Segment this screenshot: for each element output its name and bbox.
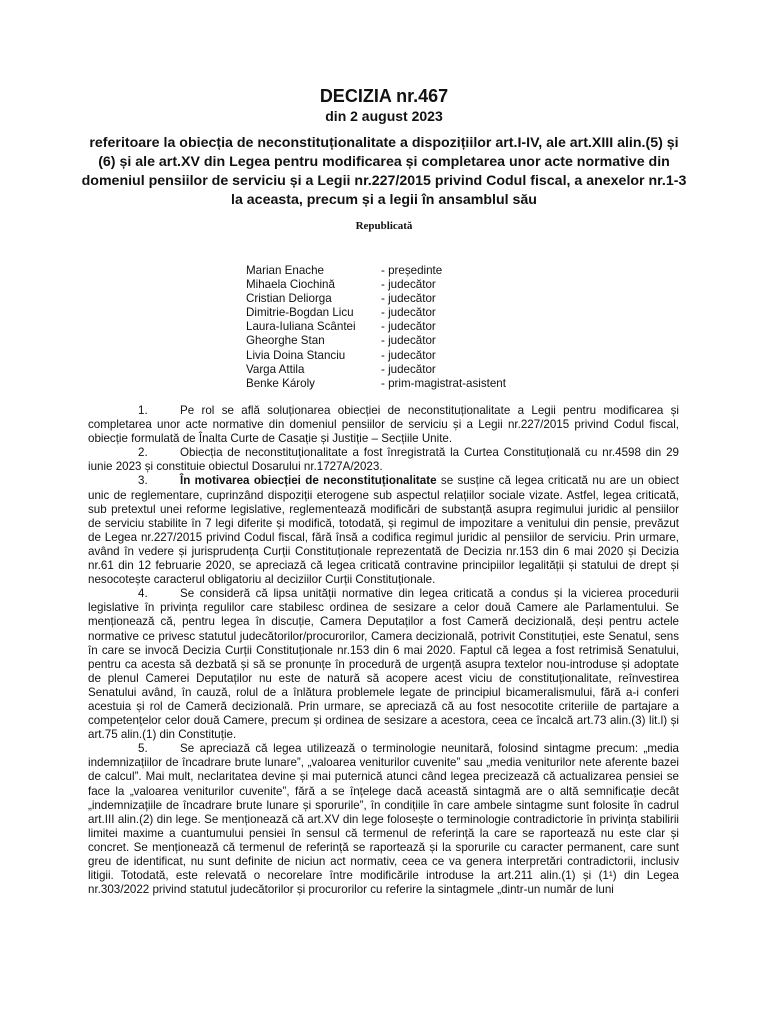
paragraph-2 xyxy=(88,446,679,474)
paragraph-4 xyxy=(88,587,679,742)
panel-member xyxy=(246,320,576,334)
panel-member xyxy=(246,306,576,320)
paragraph-text: Pe rol se află soluționarea obiecției de neconstituționalitate a Legii pentru modificarea și completarea unor acte normative din domeniul pensiilor de serviciu și a Legii nr.227/2015 privind Codul fiscal, obiecție formulată de Înalta Curte de Casație și Justiție – Secțiile Unite. xyxy=(88,404,679,446)
paragraph-heading: În motivarea obiecției de neconstituționalitate xyxy=(180,474,437,488)
member-name: Varga Attila xyxy=(246,362,305,376)
member-name: Laura-Iuliana Scântei xyxy=(246,320,356,334)
member-name: Mihaela Ciochină xyxy=(246,278,335,292)
decision-date: din 2 august 2023 xyxy=(325,108,443,124)
paragraph-text: se susține că legea criticată nu are un obiect unic de reglementare, cuprinzând dispoziții eterogene sub aspectul relațiilor sociale vizate. Astfel, legea criticată, sub pretextul unei reforme legislative, reglementează modificări de substanță asupra regimului juridic al pensiilor de serviciu stabilite în 7 legi diferite și modifică, totodată, și regimul de impozitare a venitului din pensie, prevăzut de Legea nr.227/2015 privind Codul fiscal, fără însă a codifica regimul juridic al pensiilor de serviciu. Prin urmare, având în vedere și jurisprudența Curții Constituționale reprezentată de Decizia nr.153 din 6 mai 2020 și Decizia nr.61 din 12 februarie 2020, se apreciază că legea criticată contravine principiilor legalității și statului de drept și nesocotește caracterul obligatoriu al deciziilor Curții Constituționale. xyxy=(88,474,679,587)
paragraph-number: 3. xyxy=(138,474,148,488)
paragraph-number: 2. xyxy=(138,446,148,460)
member-role: - prim-magistrat-asistent xyxy=(381,376,506,390)
decision-subject: referitoare la obiecția de neconstituționalitate a dispozițiilor art.I-IV, ale art.XIII alin.(5) și (6) și ale art.XV din Legea pentru modificarea și completarea unor acte normative din domeniul pensiilor de serviciu și a Legii nr.227/2015 privind Codul fiscal, a anexelor nr.1-3 la aceasta, precum și a legii în ansamblul său xyxy=(81,135,687,208)
member-name: Cristian Deliorga xyxy=(246,292,332,306)
panel-member xyxy=(246,377,576,391)
member-name: Dimitrie-Bogdan Licu xyxy=(246,306,354,320)
member-role: - judecător xyxy=(381,320,436,334)
panel-member xyxy=(246,363,576,377)
panel-member xyxy=(246,334,576,348)
member-role: - judecător xyxy=(381,334,436,348)
decision-body xyxy=(88,404,679,897)
paragraph-text: Se consideră că lipsa unității normative din legea criticată a condus și la vicierea procedurii legislative în privința regulilor care stabilesc ordinea de sesizare a celor două Camere ale Parlamentului. Se menționează că, pentru legea în discuție, Camera Deputaților a fost Cameră decizională, deși pentru actele normative ce privesc statutul judecătorilor/procurorilor, Camera decizională, potrivit Constituției, este Senatul, sens în care se invocă Decizia Curții Constituționale nr.153 din 6 mai 2020. Faptul că legea a fost retrimisă Senatului, pentru ca acesta să dezbată și să se pronunțe în procedură de urgență asupra textelor nou-introduse și adoptate de plenul Camerei Deputaților nu este de natură să acopere acest viciu de constituționalitate, reînvestirea Senatului având, în cauză, rolul de a înlătura problemele legate de principiul bicameralismului, fără a-i conferi acestuia și rol de Cameră decizională. Prin urmare, se apreciază că au fost nesocotite criteriile de partajare a competențelor celor două Camere, precum și ordinea de sesizare a acestora, ceea ce încalcă art.73 alin.(3) lit.l) și art.75 alin.(1) din Constituție. xyxy=(88,587,679,742)
republished-note: Republicată xyxy=(355,220,413,232)
paragraph-number: 4. xyxy=(138,587,148,601)
member-role: - președinte xyxy=(381,264,443,277)
member-name: Benke Károly xyxy=(246,376,315,390)
member-role: - judecător xyxy=(381,362,436,376)
member-role: - judecător xyxy=(381,278,436,292)
paragraph-3 xyxy=(88,474,679,587)
paragraph-text: Se apreciază că legea utilizează o terminologie neunitară, folosind sintagme precum: „media indemnizațiilor de încadrare brute lunare”, „valoarea veniturilor cuvenite” sau „media veniturilor nete aferente bazei de calcul”. Mai mult, neclaritatea devine și mai puternică atunci când legea precizează că actualizarea pensiei se face la „valoarea veniturilor cuvenite”, fără a se înțelege dacă această sintagmă are o altă semnificație decât „indemnizațiile de încadrare brute lunare și sporurile”, în condițiile în care ambele sintagme sunt folosite în cadrul art.III alin.(2) din lege. Se menționează că art.XV din lege folosește o terminologie contradictorie în privința stabilirii limitei maxime a cuantumului pensiei în sensul că termenul de referință la care se raportează nu este clar și concret. Se menționează că termenul de referință se raportează și la sporurile cu caracter permanent, care sunt greu de identificat, nu sunt definite de niciun act normativ, ceea ce va genera interpretări contradictorii, inclusiv litigii. Totodată, este relevată o necorelare între modificările introduse la art.211 alin.(1) și (1¹) din Legea nr.303/2022 privind statutul judecătorilor și procurorilor cu referire la sintagmele „dintr-un număr de luni xyxy=(88,742,679,897)
paragraph-5 xyxy=(88,742,679,897)
member-role: - judecător xyxy=(381,306,436,320)
decision-title: DECIZIA nr.467 xyxy=(319,86,449,106)
member-role: - judecător xyxy=(381,292,436,306)
panel-member xyxy=(246,292,576,306)
panel-member xyxy=(246,264,576,278)
member-name: Livia Doina Stanciu xyxy=(246,348,346,362)
paragraph-number: 5. xyxy=(138,742,148,756)
panel-member xyxy=(246,349,576,363)
court-panel xyxy=(246,264,576,391)
panel-member xyxy=(246,278,576,292)
paragraph-text: Obiecția de neconstituționalitate a fost înregistrată la Curtea Constituțională cu nr.4598 din 29 iunie 2023 și constituie obiectul Dosarului nr.1727A/2023. xyxy=(88,446,679,474)
paragraph-number: 1. xyxy=(138,404,148,417)
member-role: - judecător xyxy=(381,348,436,362)
member-name: Marian Enache xyxy=(246,264,324,277)
paragraph-1 xyxy=(88,404,679,446)
member-name: Gheorghe Stan xyxy=(246,334,325,348)
